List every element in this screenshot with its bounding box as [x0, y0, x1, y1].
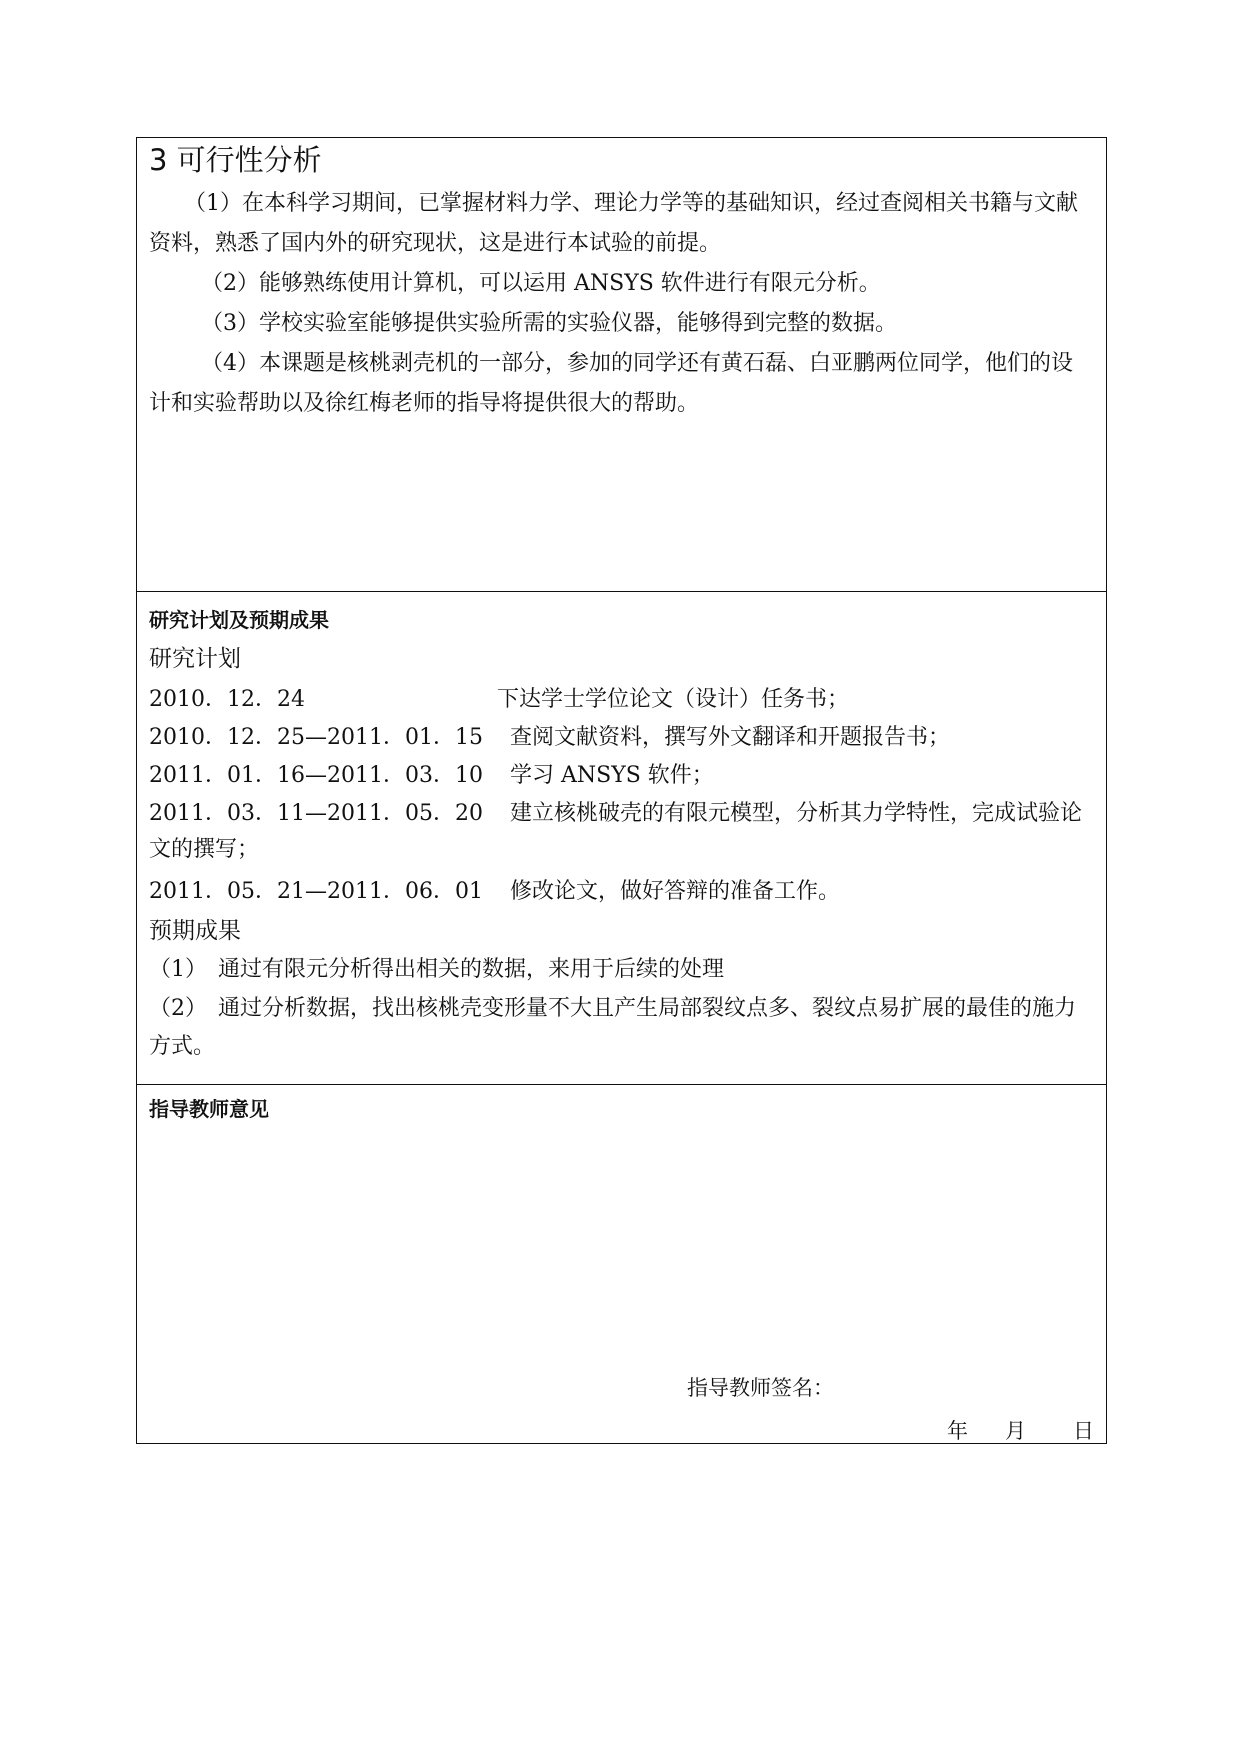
- feasibility-paragraph-2: （2）能够熟练使用计算机，可以运用 ANSYS 软件进行有限元分析。: [201, 271, 881, 296]
- plan-date: 2011．05．21—2011．06．01: [149, 879, 483, 904]
- feasibility-paragraph-1: （1）在本科学习期间，已掌握材料力学、理论力学等的基础知识，经过查阅相关书籍与文献资料，熟悉了国内外的研究现状，这是进行本试验的前提。: [149, 191, 1079, 256]
- signature-date: [947, 1416, 1094, 1446]
- plan-row: [149, 682, 1094, 718]
- plan-task: 建立核桃破壳的有限元模型，分析其力学特性，完成试验论文的撰写；: [149, 801, 1083, 862]
- plan-task: 修改论文，做好答辩的准备工作。: [510, 879, 841, 904]
- feasibility-section: [137, 138, 1106, 591]
- proposal-form-table: [136, 137, 1107, 1444]
- plan-date: 2011．01．16—2011．03．10: [149, 763, 483, 788]
- research-plan-heading: 研究计划及预期成果: [149, 608, 329, 632]
- plan-task: 查阅文献资料，撰写外文翻译和开题报告书；: [510, 725, 951, 750]
- date-year: 年: [947, 1419, 968, 1443]
- feasibility-paragraph-3: （3）学校实验室能够提供实验所需的实验仪器，能够得到完整的数据。: [201, 311, 897, 336]
- result-item: （2） 通过分析数据，找出核桃壳变形量不大且产生局部裂纹点多、裂纹点易扩展的最佳的施力方式。: [149, 996, 1077, 1059]
- results-subheading: 预期成果: [149, 918, 241, 944]
- feasibility-paragraph-4: （4）本课题是核桃剥壳机的一部分，参加的同学还有黄石磊、白亚鹏两位同学，他们的设计和实验帮助以及徐红梅老师的指导将提供很大的帮助。: [149, 351, 1074, 416]
- date-month: 月: [1005, 1419, 1026, 1443]
- feasibility-heading: 3 可行性分析: [149, 143, 322, 177]
- advisor-opinion-section: [137, 1084, 1106, 1443]
- plan-task: 学习 ANSYS 软件；: [510, 763, 714, 788]
- advisor-signature-label: 指导教师签名：: [687, 1376, 834, 1400]
- plan-date: 2010．12．25—2011．01．15: [149, 725, 483, 750]
- plan-task: 下达学士学位论文（设计）任务书；: [497, 687, 850, 712]
- plan-date: 2010．12．24: [149, 687, 305, 712]
- result-item: （1） 通过有限元分析得出相关的数据，来用于后续的处理: [149, 957, 724, 982]
- plan-row: [149, 720, 1094, 756]
- plan-subheading: 研究计划: [149, 646, 241, 672]
- advisor-opinion-heading: 指导教师意见: [149, 1097, 269, 1121]
- plan-row: [149, 874, 1094, 910]
- plan-row: [149, 758, 1094, 794]
- research-plan-section: [137, 591, 1106, 1084]
- plan-date: 2011．03．11—2011．05．20: [149, 801, 483, 826]
- plan-row: [149, 796, 1094, 868]
- date-day: 日: [1073, 1419, 1094, 1443]
